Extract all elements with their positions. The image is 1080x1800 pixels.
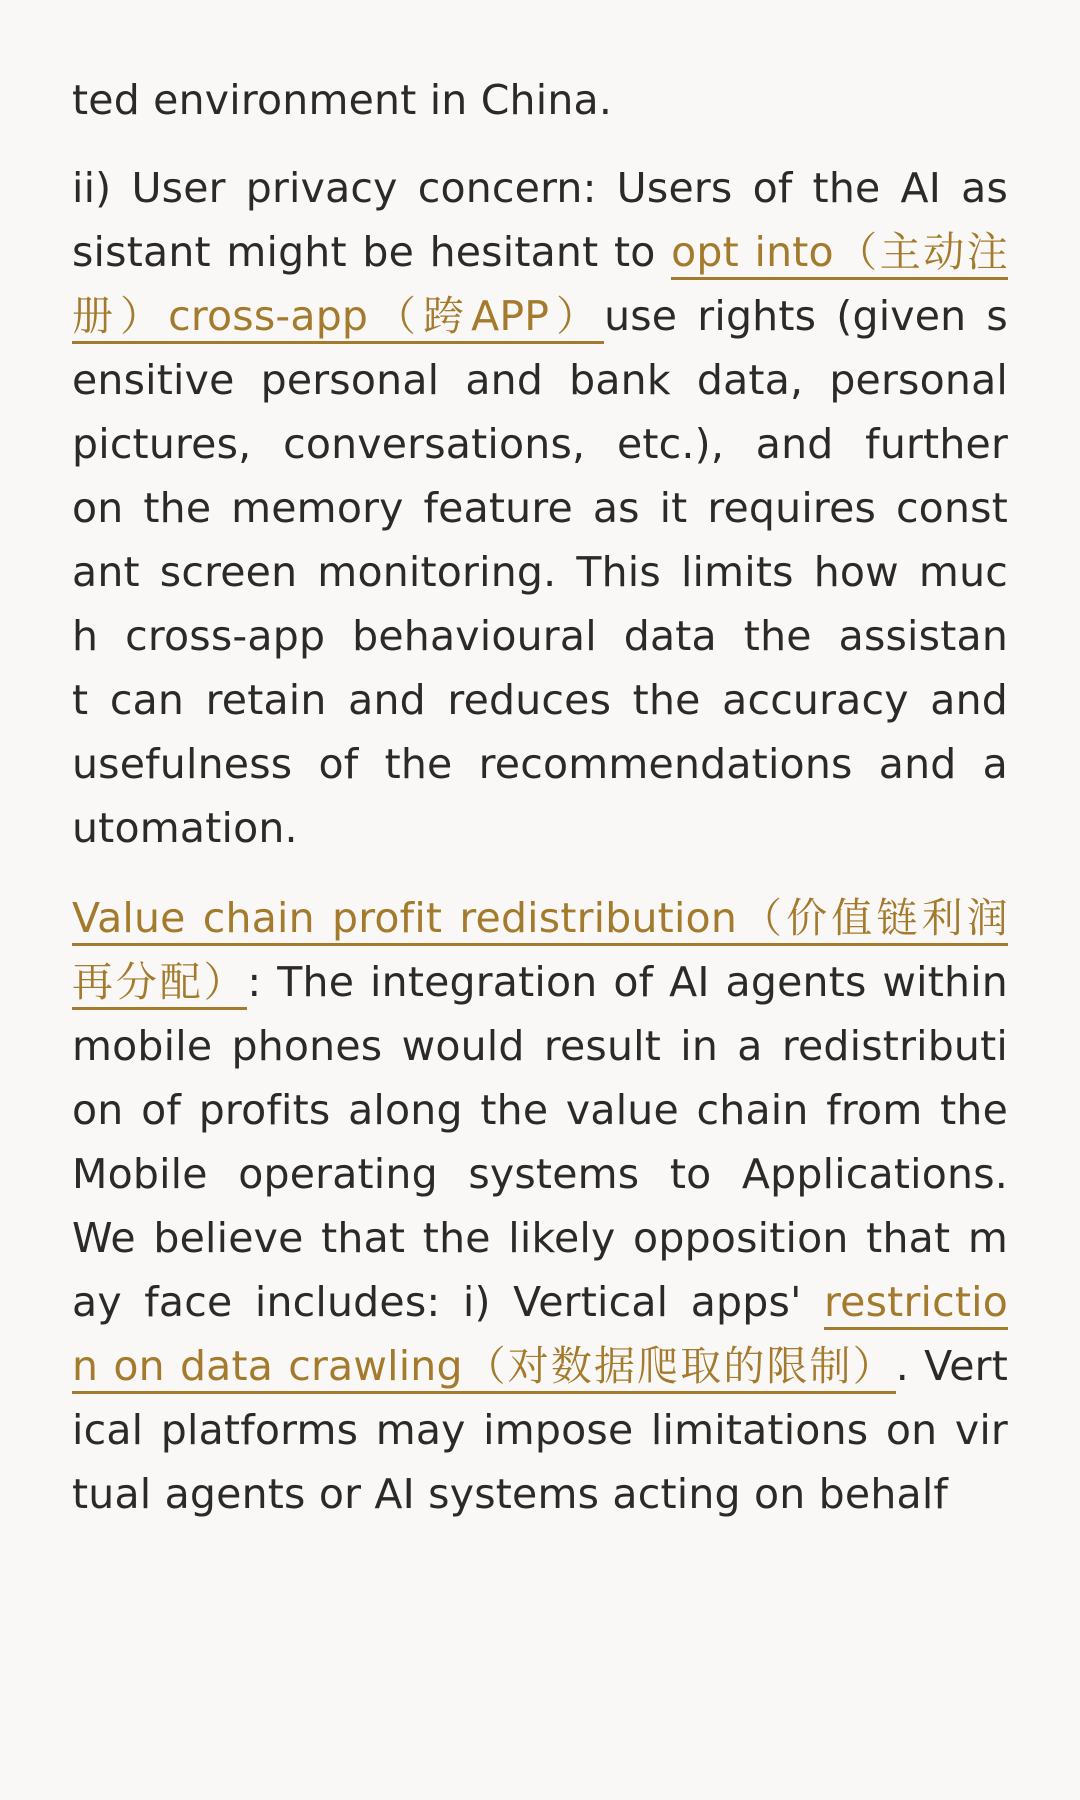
text-line <box>72 414 1008 474</box>
highlighted-term-link[interactable]: 再分配） <box>72 958 248 1006</box>
text-segment: t can retain and reduces the accuracy and <box>72 676 1008 724</box>
text-segment: mobile phones would result in a redistributi <box>72 1022 1008 1070</box>
text-line <box>72 1272 1008 1332</box>
text-segment: sistant might be hesitant to <box>72 228 672 276</box>
highlighted-term-link[interactable]: opt into（主动注 <box>671 228 1009 276</box>
text-line <box>72 542 1008 602</box>
text-segment: ted environment in China. <box>72 76 613 124</box>
text-line <box>72 888 1008 948</box>
text-line <box>72 1208 1008 1268</box>
text-segment: Mobile operating systems to Applications. <box>72 1150 1008 1198</box>
highlighted-term-link[interactable]: Value chain profit redistribution（价值链利润 <box>72 894 1008 942</box>
text-line <box>72 952 1008 1012</box>
text-segment: tual agents or AI systems acting on behalf <box>72 1470 949 1518</box>
text-segment: ical platforms may impose limitations on vir <box>72 1406 1008 1454</box>
text-segment: ay face includes: i) Vertical apps' <box>72 1278 825 1326</box>
text-line <box>72 1016 1008 1076</box>
text-segment: We believe that the likely opposition that m <box>72 1214 1008 1262</box>
text-line <box>72 670 1008 730</box>
text-line <box>72 734 1008 794</box>
text-line <box>72 1080 1008 1140</box>
text-segment: utomation. <box>72 804 298 852</box>
text-segment: on the memory feature as it requires const <box>72 484 1008 532</box>
text-segment: ii) User privacy concern: Users of the AI as <box>72 164 1008 212</box>
text-segment: usefulness of the recommendations and a <box>72 740 1008 788</box>
text-line <box>72 158 1008 218</box>
text-line <box>72 798 1008 858</box>
text-segment: . Vert <box>895 1342 1009 1390</box>
text-segment: : The integration of AI agents within <box>247 958 1008 1006</box>
highlighted-term-link[interactable]: 册）cross-app（跨APP） <box>72 292 605 340</box>
text-line <box>72 1400 1008 1460</box>
text-segment: pictures, conversations, etc.), and further <box>72 420 1008 468</box>
text-line <box>72 70 1008 130</box>
text-line <box>72 606 1008 666</box>
text-segment: h cross-app behavioural data the assistan <box>72 612 1008 660</box>
text-line <box>72 1336 1008 1396</box>
text-segment: use rights (given s <box>604 292 1008 340</box>
text-line <box>72 286 1008 346</box>
highlighted-term-link[interactable]: restrictio <box>824 1278 1008 1326</box>
text-line <box>72 1464 1008 1524</box>
text-line <box>72 222 1008 282</box>
text-line <box>72 478 1008 538</box>
text-line <box>72 1144 1008 1204</box>
highlighted-term-link[interactable]: n on data crawling（对数据爬取的限制） <box>72 1342 896 1390</box>
text-segment: ant screen monitoring. This limits how muc <box>72 548 1008 596</box>
text-segment: ensitive personal and bank data, personal <box>72 356 1008 404</box>
text-segment: on of profits along the value chain from the <box>72 1086 1008 1134</box>
text-line <box>72 350 1008 410</box>
